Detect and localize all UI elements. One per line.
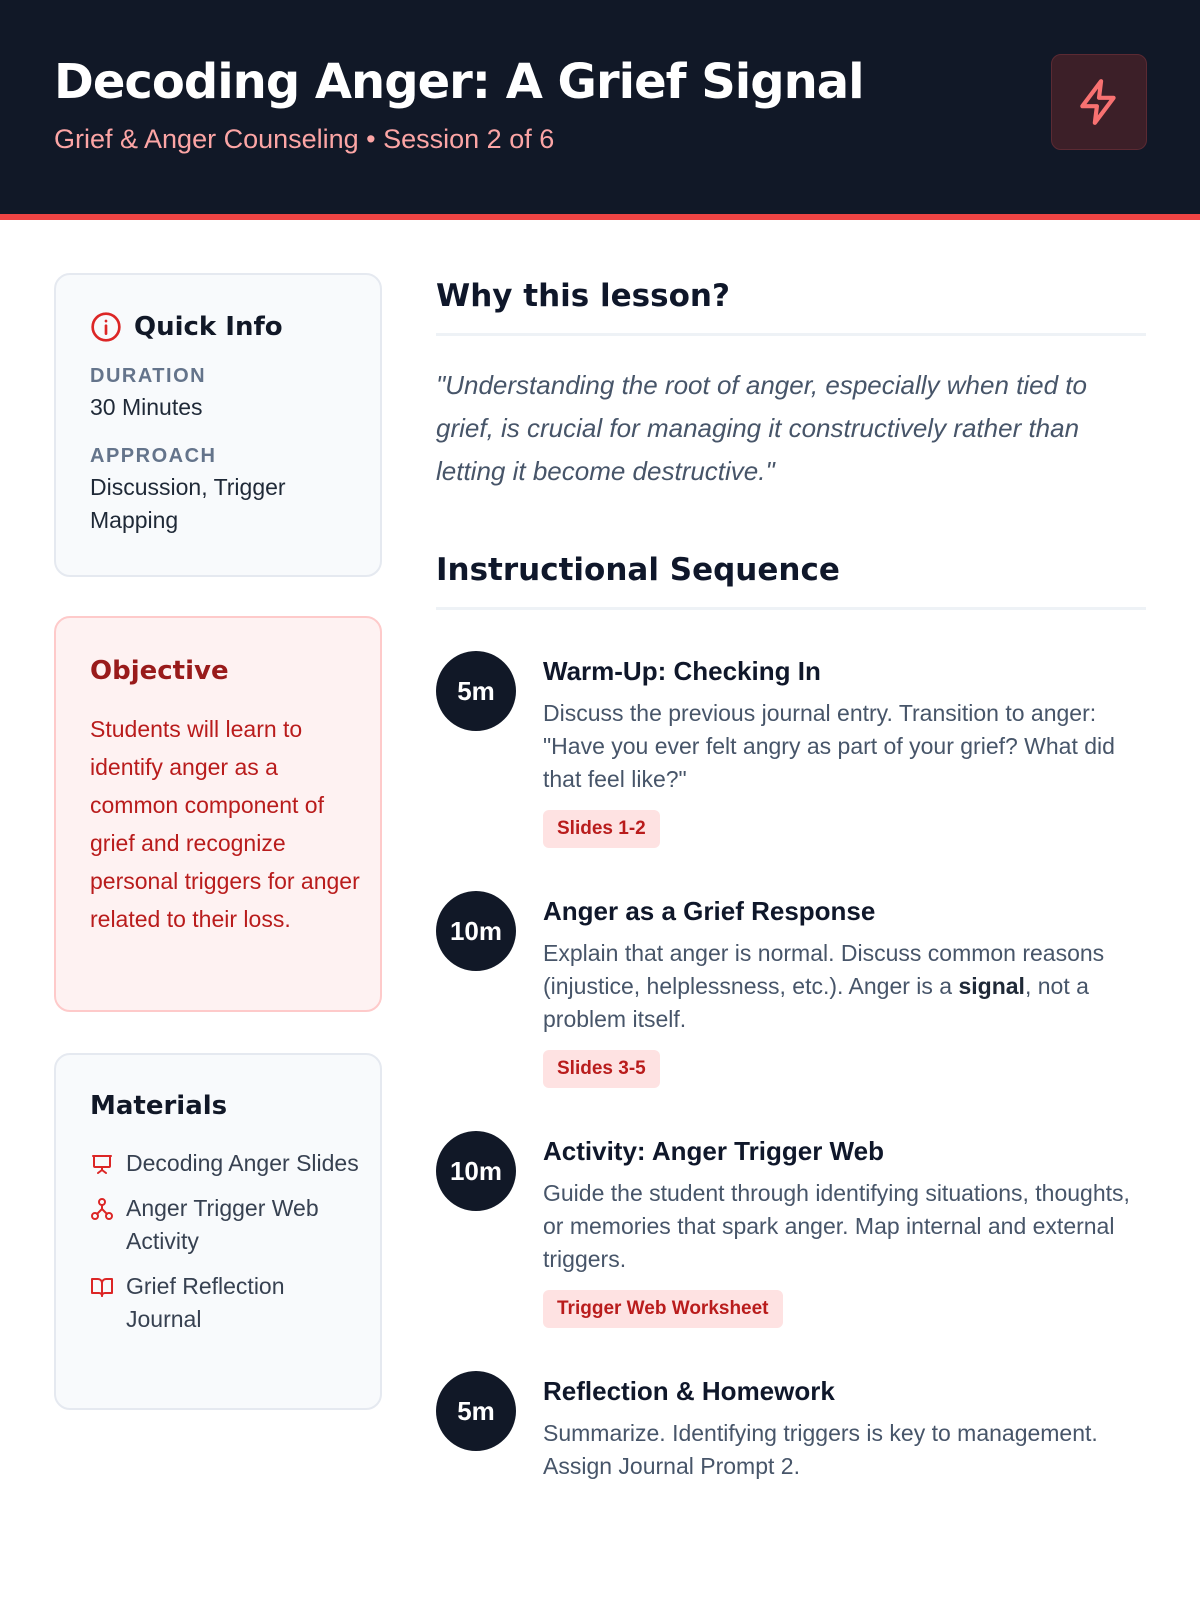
- material-label: Decoding Anger Slides: [126, 1150, 359, 1176]
- quick-info-title: Quick Info: [134, 312, 283, 342]
- step-duration-badge: 5m: [436, 1371, 516, 1451]
- page-header: [0, 0, 1200, 214]
- objective-card: [54, 616, 382, 1012]
- list-item: [90, 1147, 360, 1180]
- step-description: Summarize. Identifying triggers is key to management. Assign Journal Prompt 2.: [543, 1420, 1098, 1479]
- presentation-icon: [90, 1152, 114, 1176]
- step-duration-badge: 10m: [436, 1131, 516, 1211]
- step-description-text: Explain that anger is normal. Discuss common reasons (injustice, helplessness, etc.). Anger is a: [543, 940, 1105, 999]
- list-item: [90, 1270, 360, 1336]
- material-label: Grief Reflection Journal: [126, 1273, 285, 1332]
- objective-text: Students will learn to identify anger as a common component of grief and recognize personal triggers for anger related to their loss.: [90, 716, 360, 932]
- duration-value: 30 Minutes: [90, 394, 203, 420]
- step-title: Warm-Up: Checking In: [543, 656, 821, 686]
- section-divider: [436, 607, 1146, 610]
- page-title: Decoding Anger: A Grief Signal: [54, 54, 864, 110]
- step-title: Activity: Anger Trigger Web: [543, 1136, 884, 1166]
- approach-value: Discussion, Trigger Mapping: [90, 474, 286, 533]
- step-duration-badge: 10m: [436, 891, 516, 971]
- step-body: [543, 1135, 1143, 1328]
- step-body: [543, 895, 1143, 1088]
- step-description-text: , not a problem itself.: [543, 973, 1089, 1032]
- list-item: [90, 1192, 360, 1258]
- step-duration-badge: 5m: [436, 651, 516, 731]
- open-book-icon: [90, 1275, 114, 1299]
- quick-info-heading: [90, 311, 283, 343]
- page-subtitle: Grief & Anger Counseling • Session 2 of 6: [54, 124, 555, 154]
- material-label: Anger Trigger Web Activity: [126, 1195, 319, 1254]
- materials-list: [90, 1147, 360, 1348]
- duration-label: DURATION: [90, 365, 207, 387]
- header-icon-badge: [1051, 54, 1147, 150]
- step-title: Anger as a Grief Response: [543, 896, 876, 926]
- materials-title: Materials: [90, 1091, 228, 1121]
- lightning-bolt-icon: [1074, 77, 1124, 127]
- step-description-emphasis: signal: [958, 973, 1025, 999]
- materials-card: [54, 1053, 382, 1410]
- lesson-rationale-quote: "Understanding the root of anger, especially when tied to grief, is crucial for managing it constructively rather than letting it become destructive.": [436, 370, 1087, 486]
- sequence-section-title: Instructional Sequence: [436, 552, 840, 588]
- step-title: Reflection & Homework: [543, 1376, 835, 1406]
- objective-title: Objective: [90, 656, 229, 686]
- step-resource-tag: Trigger Web Worksheet: [543, 1290, 783, 1328]
- section-divider: [436, 333, 1146, 336]
- step-body: [543, 655, 1143, 848]
- step-description: Discuss the previous journal entry. Transition to anger: "Have you ever felt angry as part of your grief? What did that feel like?": [543, 700, 1115, 792]
- step-resource-tag: Slides 3-5: [543, 1050, 660, 1088]
- network-icon: [90, 1197, 114, 1221]
- step-description: [543, 937, 1143, 1036]
- step-body: [543, 1375, 1143, 1483]
- why-section-title: Why this lesson?: [436, 278, 730, 314]
- info-circle-icon: [90, 311, 122, 343]
- approach-label: APPROACH: [90, 445, 217, 467]
- step-description: Guide the student through identifying situations, thoughts, or memories that spark anger. Map internal and external triggers.: [543, 1180, 1130, 1272]
- header-accent-bar: [0, 214, 1200, 220]
- step-resource-tag: Slides 1-2: [543, 810, 660, 848]
- quick-info-card: [54, 273, 382, 577]
